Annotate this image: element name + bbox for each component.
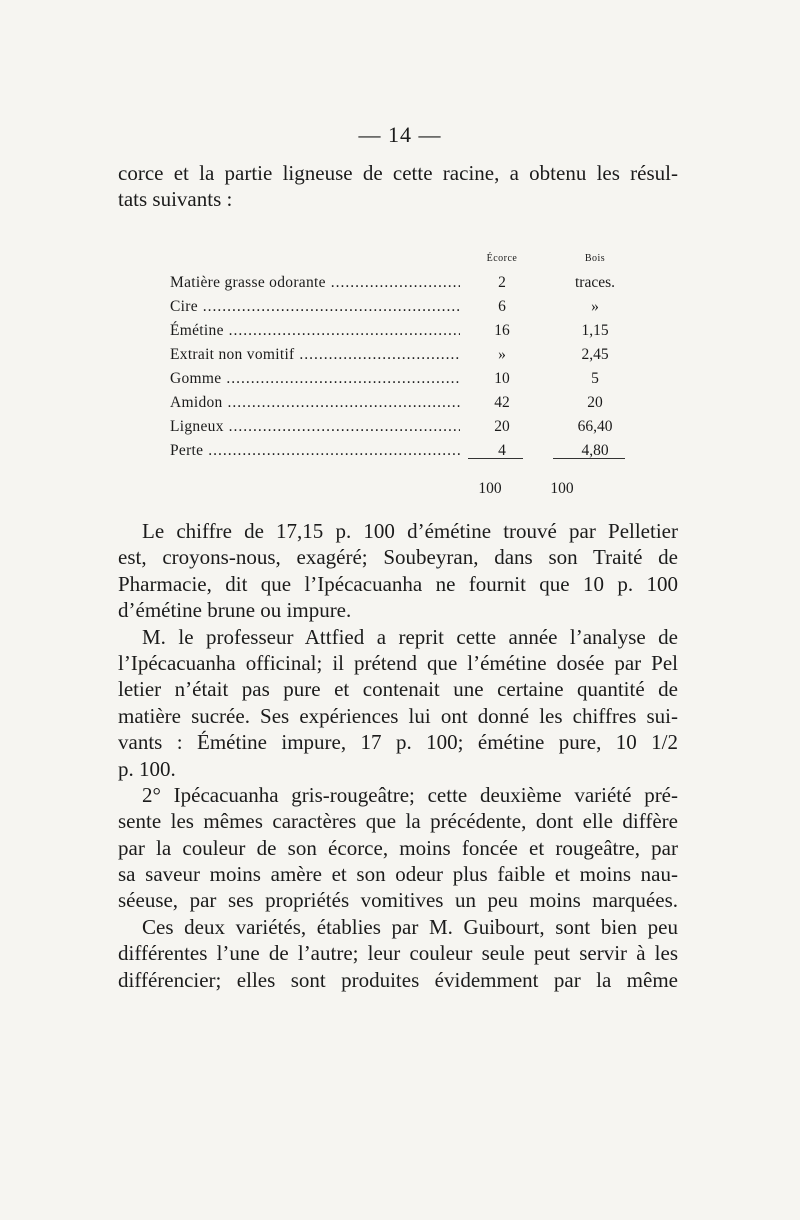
table-row xyxy=(170,343,640,367)
table-row xyxy=(170,391,640,415)
row-label: Ligneux ..... xyxy=(170,415,460,439)
table-header xyxy=(170,253,640,271)
text-line: Pharmacie, dit que l’Ipécacuanha ne fournit que 10 p. 100 xyxy=(118,571,678,596)
row-label: Amidon ..... xyxy=(170,391,460,415)
header-ecorce: Écorce xyxy=(486,253,518,264)
text-line: par la couleur de son écorce, moins foncée et rougeâtre, par xyxy=(118,835,678,860)
text-line: sente les mêmes caractères que la précédente, dont elle diffère xyxy=(118,809,678,834)
row-label: Matière grasse odorante ..... xyxy=(170,271,460,295)
row-bois-value: 66,40 xyxy=(577,418,613,435)
text-line: séeuse, par ses propriétés vomitives un peu moins marquées. xyxy=(118,888,678,913)
text-line: sa saveur moins amère et son odeur plus faible et moins nau- xyxy=(118,862,678,887)
text-line: M. le professeur Attfied a reprit cette année l’analyse de xyxy=(142,624,678,649)
row-label: Extrait non vomitif ..... xyxy=(170,343,460,367)
page-number: — 14 — xyxy=(358,122,442,147)
table-row xyxy=(170,415,640,439)
intro-paragraph xyxy=(118,160,678,212)
table-row xyxy=(170,319,640,343)
row-ecorce-value: 4 xyxy=(498,442,506,459)
row-ecorce-value: 2 xyxy=(498,274,506,291)
row-ecorce-value: 16 xyxy=(494,322,510,339)
sum-rule-ecorce xyxy=(468,458,523,459)
row-bois-value: 1,15 xyxy=(581,322,609,339)
row-ecorce-value: 42 xyxy=(494,394,510,411)
row-bois-value: 2,45 xyxy=(581,346,609,363)
text-line: l’Ipécacuanha officinal; il prétend que l’émétine dosée par Pel xyxy=(118,650,678,675)
row-label: Cire ..... xyxy=(170,295,460,319)
composition-table xyxy=(170,253,640,501)
sum-rule-bois xyxy=(553,458,625,459)
text-line: letier n’était pas pure et contenait une certaine quantité de xyxy=(118,677,678,702)
row-ecorce-value: 20 xyxy=(494,418,510,435)
table-row xyxy=(170,439,640,463)
row-bois-value: traces. xyxy=(574,274,615,291)
total-bois: 100 xyxy=(550,480,574,497)
text-line: d’émétine brune ou impure. xyxy=(118,598,352,623)
text-line: vants : Émétine impure, 17 p. 100; émétine pure, 10 1/2 xyxy=(118,730,678,755)
body-paragraphs xyxy=(118,518,678,993)
text-line: est, croyons-nous, exagéré; Soubeyran, dans son Traité de xyxy=(118,545,678,570)
table-row xyxy=(170,295,640,319)
text-line: 2° Ipécacuanha gris-rougeâtre; cette deuxième variété pré- xyxy=(142,782,678,807)
row-label: Gomme ..... xyxy=(170,367,460,391)
row-ecorce-value: 6 xyxy=(498,298,506,315)
table-row xyxy=(170,367,640,391)
text-line: différencier; elles sont produites évidemment par la même xyxy=(118,967,678,992)
row-bois-value: 4,80 xyxy=(581,442,609,459)
row-ecorce-value: » xyxy=(498,346,506,363)
row-bois-value: 20 xyxy=(587,394,603,411)
intro-line: corce et la partie ligneuse de cette racine, a obtenu les résul- xyxy=(118,161,678,185)
text-line: Ces deux variétés, établies par M. Guibourt, sont bien peu xyxy=(142,914,678,939)
row-label: Perte ..... xyxy=(170,439,460,463)
row-bois-value: » xyxy=(591,298,599,315)
total-ecorce: 100 xyxy=(478,480,502,497)
intro-line: tats suivants : xyxy=(118,187,233,211)
row-label: Émétine ..... xyxy=(170,319,460,343)
text-line: p. 100. xyxy=(118,756,176,781)
text-line: matière sucrée. Ses expériences lui ont donné les chiffres sui- xyxy=(118,703,678,728)
header-bois: Bois xyxy=(584,253,606,264)
row-bois-value: 5 xyxy=(591,370,599,387)
table-totals xyxy=(170,477,640,501)
row-ecorce-value: 10 xyxy=(494,370,510,387)
text-line: Le chiffre de 17,15 p. 100 d’émétine trouvé par Pelletier xyxy=(142,519,678,543)
table-row xyxy=(170,271,640,295)
text-line: différentes l’une de l’autre; leur couleur seule peut servir à les xyxy=(118,941,678,966)
